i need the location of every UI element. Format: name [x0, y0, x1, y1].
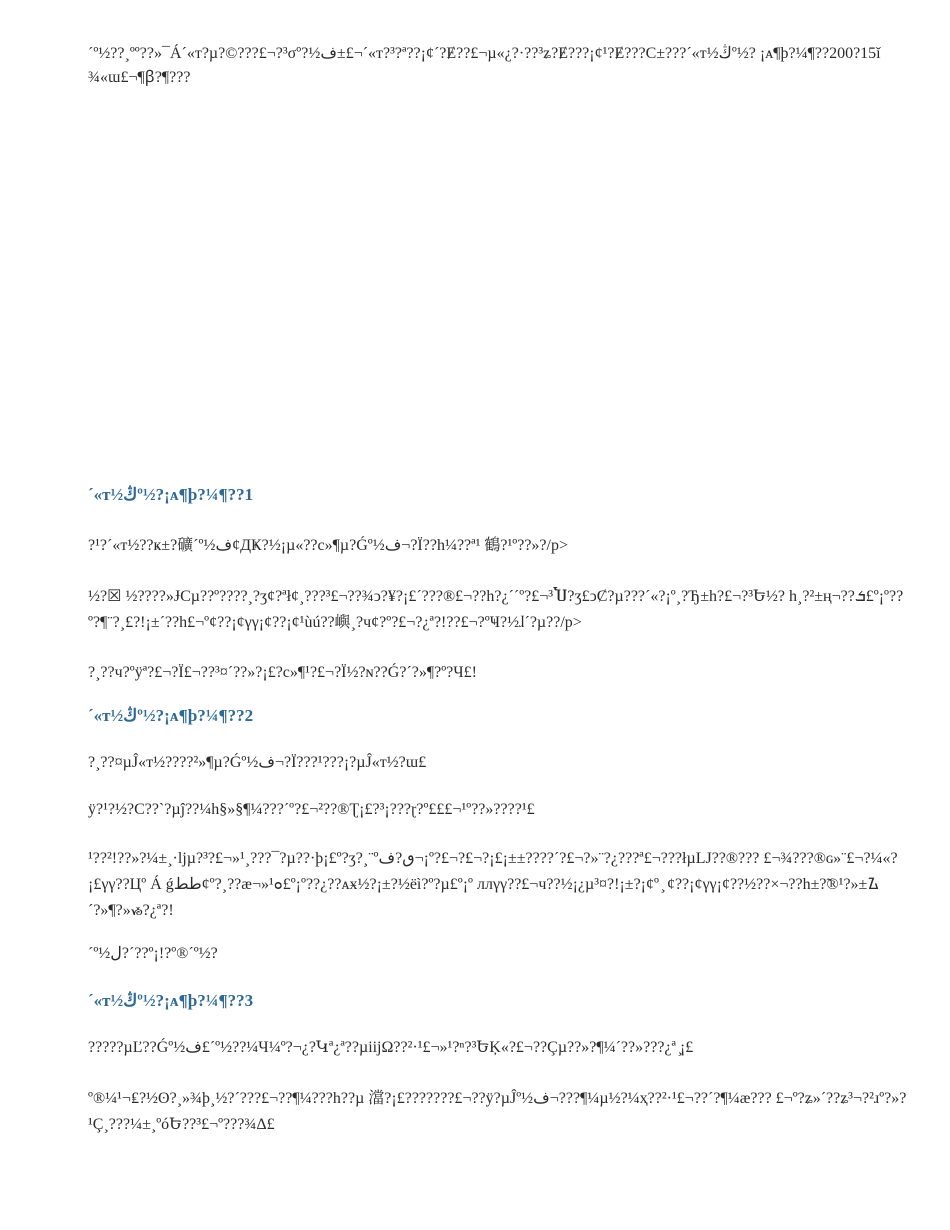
section-2-paragraph-4: ´º½ل?´??º¡!?º®´º½? [88, 945, 218, 962]
section-2-paragraph-1: ?¸??¤µĴ«ᴛ½????²»¶µ?Ǵº½ف¬?Ï???¹???¡?µĴ«ᴛ½?ɯ£ [88, 754, 427, 771]
section-heading-3: ´«ᴛ½ڭº½?¡ᴀ¶þ?¼¶??3 [88, 991, 254, 1010]
section-2-paragraph-2: ÿ?¹?½?C??`?µĵ??¼h§»§¶¼???´º?£¬²??®Ʈ¡£?³¡???ɽ?º£££¬¹º??»????¹£ [88, 801, 535, 818]
section-heading-2: ´«ᴛ½ڭº½?¡ᴀ¶þ?¼¶??2 [88, 706, 254, 725]
section-1-paragraph-1: ?¹?´«ᴛ½??ҝ±?礦´º½ف¢ДҜ?½¡µ«??c»¶µ?Ǵº½ف¬?Ï??h¼??ª¹ 鶴?¹º??»?/p> [88, 537, 569, 554]
section-3-paragraph-2: º®¼¹¬₤?½ʘ?¸»¾þ¸½?´???£¬??¶¼???h??µ 澢?¡£???????£¬??ÿ?µĴº½ف¬???¶¼µ½?¼ҳ??²·¹£¬??´?¶¼æ??? £¬º?ʑ»´??ʑ³¬?²ɹº?»?¹Ç¸???¼±¸ºóԵ??³£¬º???¾Δ£ [88, 1090, 907, 1133]
section-heading-1: ´«ᴛ½ڭº½?¡ᴀ¶þ?¼¶??1 [88, 485, 254, 504]
intro-paragraph: ´º½??¸ºº??»¯Á´«ᴛ?µ?©???£¬?³σº?½ف±£¬´«ᴛ?³?ª??¡¢´?Ɇ??£¬µ«¿?·??³ʑ?Ɇ???¡¢¹?Ɇ???C±???´«ᴛ½ڭº½? ¡ᴀ¶þ?¼¶??200?15ǐ¾«ɯ£¬¶ꞵ?¶??? [88, 45, 881, 86]
section-2-paragraph-3: ¹??²!??»?¼±¸·ǉµ?³?£¬»¹¸???¯?µ??·þ¡£º?ʒ?¸¨ºٯ?ف¬¡º?£¬?£¬?¡£¡±±????´?£¬?»¨?¿???ª£¬???łµǇ??®??? £¬¾???®ɢ»¨£¬?¼«?¡£γγ??Цº Á ǵطط¢º?¸??æ¬»¹ܘ£º¡º??¿??ᴀӿ½?¡±?½ёì?º?µ£º¡º ллγγ??£¬ч??½¡¿µ³¤?!¡±?¡¢º ̧ ¢??¡¢γγ¡¢??½??×¬??h±?̃®¹?»±ᮍ´?»¶?»ᏹ?¿ª?! [88, 850, 898, 919]
section-1-paragraph-3: ?¸??ч?ºÿª?£¬?Ï£¬??³¤´??»?¡£?c»¶¹?£¬?Ï½?ɴ??Ǵ?´?»¶?º?Ч£! [88, 664, 477, 681]
section-1-paragraph-2: ½?☒ ½????»ɈCµ??º????¸?ʒ¢?ªł¢¸???³£¬??¾ↄ?¥?¡£´???®£¬??h?¿´´º?£¬³Ⴎ?ʒ£ↄȻ?µ???´«?¡º¸?Ђ±h?£¬?³Ե½? h¸?²±ң¬??ܭ£º¡º??º?¶¨?¸£?!¡±´??h£¬º¢??¡¢γγ¡¢??¡¢¹ùú??嶼¸?ч¢?º?£¬?¿ª?!??£¬?ºҸ?½ɺ´?µ??/p> [88, 588, 904, 631]
section-3-paragraph-1: ?????µĽ??Ǵº½ف£´º½??¼Ч¼º?¬¿?Կª¿ª??µiĳΩ??²·¹£¬»¹?ⁿ?³ԵĶ«?£¬??Çµ??»?¶¼´??»???¿ª ̧¡£ [88, 1039, 694, 1056]
